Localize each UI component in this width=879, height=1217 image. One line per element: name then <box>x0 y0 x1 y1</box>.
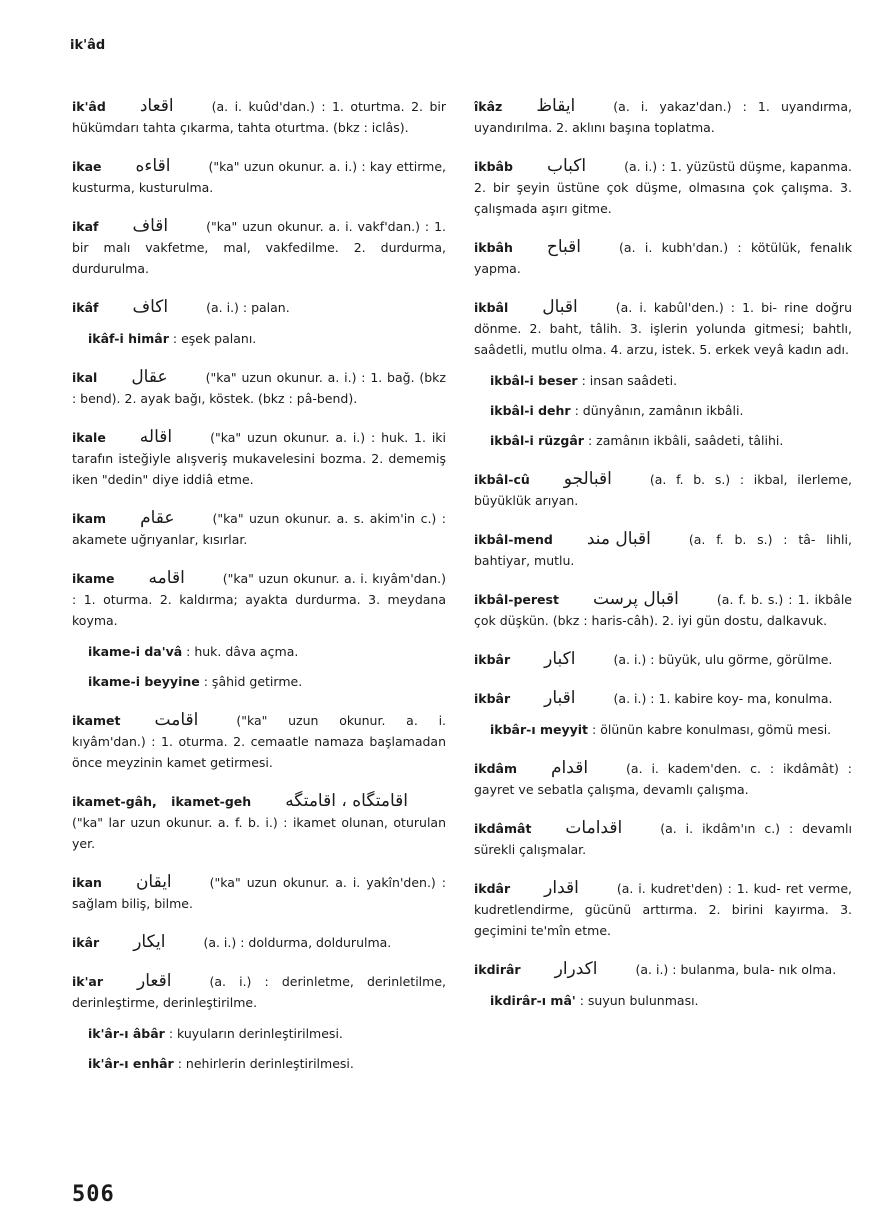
dictionary-entry <box>474 297 852 360</box>
entry-grammar-info: (a. i.) : 1. kabire koy- <box>613 691 744 706</box>
entry-arabic-script: ايقاظ <box>536 96 576 116</box>
entry-grammar-info: ("ka" uzun okunur. a. i. <box>209 875 361 890</box>
dictionary-entry <box>474 529 852 571</box>
dictionary-entry <box>72 367 446 409</box>
entry-grammar-info: ("ka" uzun okunur. a. s. <box>212 511 365 526</box>
dictionary-entry <box>72 96 446 138</box>
entry-arabic-script: اقبال <box>542 297 578 317</box>
entry-arabic-script: اقبالجو <box>563 469 612 489</box>
entry-arabic-script: اكباب <box>546 156 587 176</box>
entry-grammar-info: (a. i. kuûd'dan.) : <box>211 99 326 114</box>
entry-grammar-info: (a. i. yakaz'dan.) : 1. <box>613 99 770 114</box>
entry-headword: ikbâl-cû <box>474 472 530 487</box>
entry-arabic-script: عقام <box>140 508 175 528</box>
subentry-headword: ikbâl-i dehr <box>490 403 571 418</box>
subentry-definition: : eşek palanı. <box>172 331 257 346</box>
entry-arabic-script: اكدرار <box>554 959 598 979</box>
entry-arabic-script: اقامت <box>154 710 199 730</box>
dictionary-entry <box>72 710 446 773</box>
subentry <box>88 328 446 349</box>
entry-arabic-script: اقدامات <box>565 818 623 838</box>
subentry-definition: : dünyânın, zamânın ikbâli. <box>574 403 744 418</box>
subentry-headword: ikdirâr-ı mâ' <box>490 993 576 1008</box>
subentry <box>88 1023 446 1044</box>
dictionary-entry <box>474 589 852 631</box>
entry-definition: ret verme, kudretlendirme, gücünü arttırma. 2. birini kayırma. 3. geçimini te'mîn etme. <box>474 881 853 938</box>
entry-headword: ikan <box>72 875 102 890</box>
dictionary-entry <box>72 791 446 854</box>
entry-headword: ikamet-gâh, ikamet-geh <box>72 794 252 809</box>
subentry-definition: : zamânın ikbâli, saâdeti, tâlihi. <box>587 433 784 448</box>
subentry-definition: : nehirlerin derinleştirilmesi. <box>177 1056 354 1071</box>
entry-grammar-info: ("ka" uzun okunur. a. i.) : <box>210 430 376 445</box>
entry-definition: ikdâmât) : gayret ve sebatla çalışma, devamlı çalışma. <box>474 761 852 797</box>
entry-headword: ikbâr <box>474 691 511 706</box>
entry-definition: yakîn'den.) : sağlam biliş, bilme. <box>72 875 446 911</box>
subentry-definition: : suyun bulunması. <box>579 993 699 1008</box>
entry-definition: nık olma. <box>778 962 837 977</box>
subentry-definition: : insan saâdeti. <box>581 373 678 388</box>
subentry-headword: ikâf-i himâr <box>88 331 169 346</box>
entry-headword: ikbâr <box>474 652 511 667</box>
entry-grammar-info: ("ka" uzun okunur. a. i.) : <box>208 159 366 174</box>
dictionary-entry <box>474 758 852 800</box>
dictionary-entry <box>72 508 446 550</box>
entry-arabic-script: اقدام <box>551 758 589 778</box>
subentry-list <box>72 641 446 692</box>
subentry-definition: : şâhid getirme. <box>203 674 303 689</box>
subentry-list <box>474 990 852 1011</box>
entry-headword: ikbâh <box>474 240 513 255</box>
subentry-headword: ikame-i beyyine <box>88 674 200 689</box>
dictionary-entry <box>72 971 446 1013</box>
left-column <box>72 96 446 1092</box>
subentry <box>490 430 852 451</box>
entry-headword: ikal <box>72 370 98 385</box>
dictionary-entry <box>474 237 852 279</box>
entry-grammar-info: ("ka" uzun okunur. a. <box>236 713 418 728</box>
entry-definition: 1. oturtma. 2. bir hükümdarı tahta çıkarma, tahta oturtma. (bkz : iclâs). <box>72 99 446 135</box>
entry-arabic-script: اكبار <box>544 649 576 669</box>
entry-grammar-info: (a. i. kabûl'den.) : 1. bi- <box>615 300 778 315</box>
entry-arabic-script: اقامتگاه ، اقامتگه <box>285 791 408 811</box>
subentry <box>88 671 446 692</box>
subentry-headword: ikame-i da'vâ <box>88 644 183 659</box>
entry-headword: ikam <box>72 511 107 526</box>
subentry-definition: : ölünün kabre konulması, gömü mesi. <box>592 722 832 737</box>
entry-headword: ik'ar <box>72 974 104 989</box>
entry-arabic-script: اقعاد <box>139 96 174 116</box>
entry-grammar-info: (a. f. b. s.) : ikbal, <box>649 472 788 487</box>
subentry-headword: ikbâl-i beser <box>490 373 578 388</box>
entry-grammar-info: (a. i.) : doldurma, doldurulma. <box>203 935 392 950</box>
entry-headword: ikdâmât <box>474 821 532 836</box>
subentry-headword: ikbâr-ı meyyit <box>490 722 589 737</box>
entry-arabic-script: اقاله <box>139 427 173 447</box>
subentry-headword: ik'âr-ı enhâr <box>88 1056 174 1071</box>
entry-definition: devamlı sürekli çalışmalar. <box>474 821 852 857</box>
entry-grammar-info: ("ka" uzun okunur. a. i.) : <box>205 370 366 385</box>
entry-headword: ikâr <box>72 935 100 950</box>
entry-definition: kıyâm'dan.) : 1. oturma. 2. kaldırma; ayakta durdurma. 3. meydana koyma. <box>72 571 446 628</box>
dictionary-entry <box>474 469 852 511</box>
entry-arabic-script: ايكار <box>133 932 166 952</box>
entry-grammar-info: ("ka" uzun okunur. a. i. <box>222 571 368 586</box>
subentry <box>490 719 852 740</box>
entry-definition: huk. 1. iki tarafın isteğiyle alışveriş mukavelesini bozma. 2. dememiş iken "dedin" diye iddiâ etme. <box>72 430 447 487</box>
entry-headword: ikâf <box>72 300 99 315</box>
subentry-definition: : kuyuların derinleştirilmesi. <box>168 1026 343 1041</box>
entry-definition: uyandırma, uyandırılma. 2. aklını başına toplatma. <box>474 99 852 135</box>
subentry-headword: ik'âr-ı âbâr <box>88 1026 165 1041</box>
entry-arabic-script: اقبال پرست <box>592 589 679 609</box>
subentry-definition: : huk. dâva açma. <box>186 644 299 659</box>
subentry-list <box>474 370 852 451</box>
entry-definition: i. kıyâm'dan.) : 1. oturma. 2. cemaatle namaza başlamadan önce meyzinin kamet getirmesi. <box>72 713 447 770</box>
entry-headword: ikbâl-mend <box>474 532 553 547</box>
entry-grammar-info: (a. i. ikdâm'ın c.) : <box>660 821 794 836</box>
entry-grammar-info: (a. f. b. s.) : tâ- <box>688 532 816 547</box>
dictionary-entry <box>72 216 446 279</box>
dictionary-entry <box>474 649 852 670</box>
entry-definition: ilerleme, büyüklük arıyan. <box>474 472 852 508</box>
dictionary-entry <box>474 818 852 860</box>
entry-definition: derinleştirme, derinleştirilme. <box>72 995 258 1010</box>
entry-headword: ikamet <box>72 713 121 728</box>
entry-grammar-info: (a. f. b. s.) : <box>716 592 793 607</box>
entry-headword: ik'âd <box>72 99 106 114</box>
dictionary-entry <box>72 427 446 490</box>
entry-arabic-script: اقامه <box>148 568 185 588</box>
entry-definition: 1. ikbâle çok düşkün. (bkz : haris-câh). 2. iyi gün dostu, dalkavuk. <box>474 592 852 628</box>
entry-definition: düşme, kapanma. 2. bir şeyin üstüne çok düşme, olmasına çok çalışma. 3. çalışmada aşırı gitme. <box>474 159 852 216</box>
dictionary-entry <box>72 568 446 631</box>
entry-arabic-script: اقاءه <box>135 156 171 176</box>
entry-headword: ikae <box>72 159 102 174</box>
entry-grammar-info: (a. i. kadem'den. c. : <box>626 761 775 776</box>
dictionary-entry <box>474 96 852 138</box>
entry-grammar-info: (a. i.) : bulanma, bula- <box>635 962 775 977</box>
dictionary-entry <box>474 878 852 941</box>
entry-definition: kay ettirme, kusturma, kusturulma. <box>72 159 446 195</box>
subentry <box>490 370 852 391</box>
page-number: 506 <box>72 1182 115 1207</box>
entry-grammar-info: (a. i. kubh'dan.) : kötülük, fenalık yapma. <box>474 240 852 276</box>
running-head: ik'âd <box>70 38 106 53</box>
entry-definition: ma, konulma. <box>747 691 833 706</box>
subentry <box>88 641 446 662</box>
subentry <box>88 1053 446 1074</box>
entry-definition: ("ka" lar uzun okunur. a. f. b. i.) : ikamet olunan, oturulan yer. <box>72 815 446 851</box>
entry-definition: akim'in c.) : akamete uğrıyanlar, kısırlar. <box>72 511 446 547</box>
subentry <box>490 990 852 1011</box>
entry-arabic-script: عقال <box>131 367 168 387</box>
entry-headword: ikale <box>72 430 106 445</box>
entry-headword: ikbâl <box>474 300 509 315</box>
entry-arabic-script: اكاف <box>132 297 169 317</box>
entry-definition: görülme. <box>776 652 833 667</box>
dictionary-entry <box>72 872 446 914</box>
dictionary-entry <box>72 932 446 953</box>
entry-headword: ikdâm <box>474 761 518 776</box>
entry-grammar-info: (a. i. kudret'den) : 1. kud- <box>616 881 781 896</box>
entry-headword: ikbâl-perest <box>474 592 559 607</box>
subentry-list <box>72 328 446 349</box>
subentry-list <box>72 1023 446 1074</box>
entry-definition: rine doğru dönme. 2. baht, tâlih. 3. işlerin yolunda gitmesi; bahtlı, saâdetli, mutlu olma. 4. arzu, istek. 5. erkek veyâ kadın adı. <box>474 300 852 357</box>
entry-headword: ikame <box>72 571 115 586</box>
entry-definition: lihli, bahtiyar, mutlu. <box>474 532 852 568</box>
dictionary-entry <box>72 297 446 318</box>
entry-headword: îkâz <box>474 99 503 114</box>
entry-arabic-script: اقباح <box>546 237 582 257</box>
entry-headword: ikdâr <box>474 881 511 896</box>
entry-grammar-info: ("ka" uzun okunur. a. i. <box>206 219 353 234</box>
entry-headword: ikdirâr <box>474 962 521 977</box>
right-column <box>474 96 852 1029</box>
entry-arabic-script: اقبال مند <box>586 529 651 549</box>
entry-grammar-info: (a. i.) : derinletme, derinletilme, <box>209 974 446 989</box>
dictionary-entry <box>72 156 446 198</box>
entry-definition: vakf'dan.) : 1. bir malı vakfetme, mal, vakfedilme. 2. durdurma, durdurulma. <box>72 219 446 276</box>
entry-arabic-script: اقدار <box>544 878 579 898</box>
entry-arabic-script: اقاف <box>132 216 169 236</box>
subentry-list <box>474 719 852 740</box>
dictionary-entry <box>474 156 852 219</box>
subentry <box>490 400 852 421</box>
subentry-headword: ikbâl-i rüzgâr <box>490 433 584 448</box>
dictionary-entry <box>474 688 852 709</box>
entry-arabic-script: اقبار <box>544 688 576 708</box>
entry-grammar-info: (a. i.) : palan. <box>206 300 290 315</box>
entry-arabic-script: اقعار <box>137 971 172 991</box>
entry-headword: ikaf <box>72 219 99 234</box>
entry-grammar-info: (a. i.) : 1. yüzüstü <box>624 159 736 174</box>
entry-grammar-info: (a. i.) : büyük, ulu görme, <box>613 652 773 667</box>
entry-headword: ikbâb <box>474 159 513 174</box>
entry-arabic-script: ايقان <box>135 872 172 892</box>
dictionary-entry <box>474 959 852 980</box>
entry-definition: 1. bağ. (bkz : bend). 2. ayak bağı, köstek. (bkz : pâ-bend). <box>72 370 446 406</box>
